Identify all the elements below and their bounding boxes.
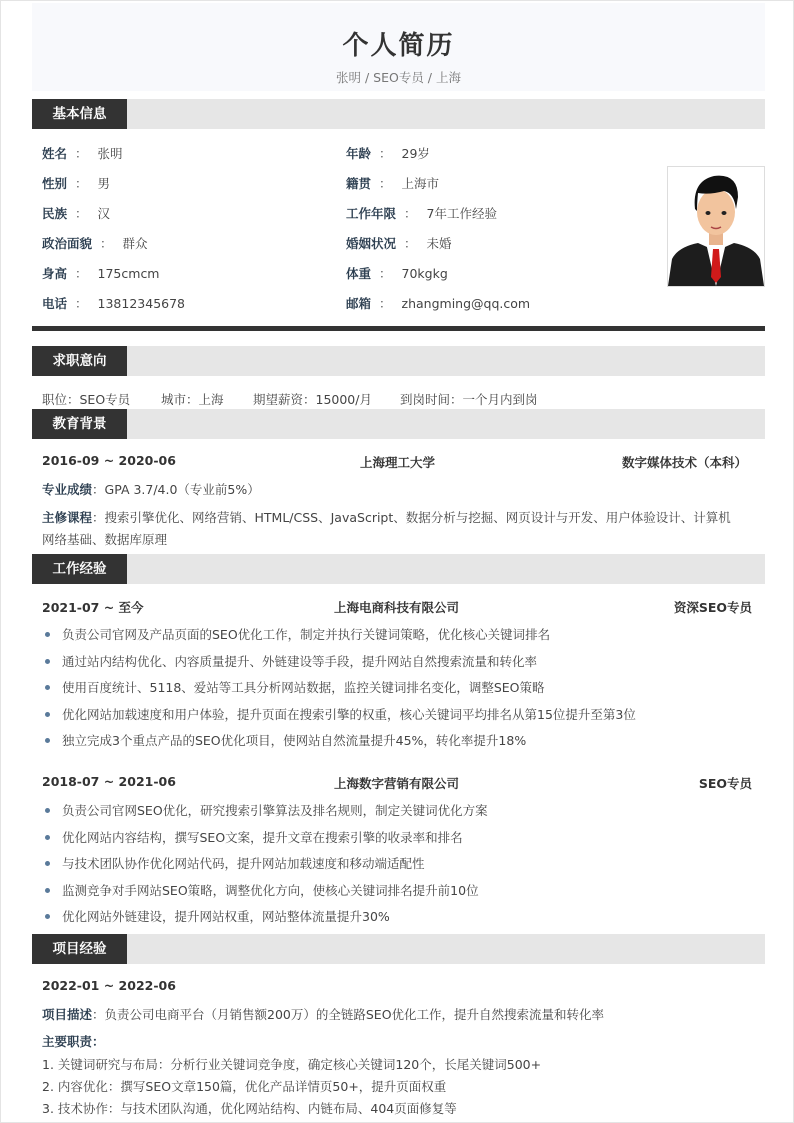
job-bullet: [42, 625, 550, 643]
colon: ：: [75, 146, 88, 161]
duties-label: 主要职责：: [42, 1034, 105, 1049]
info-value: 男: [97, 176, 111, 191]
bullet-icon: [45, 914, 50, 919]
info-label: 性别: [42, 176, 68, 191]
intent-city: 城市：上海: [161, 392, 224, 407]
info-label: 电话: [42, 296, 68, 311]
info-label: 籍贯: [346, 176, 372, 191]
colon: ：: [75, 266, 88, 281]
section-title: 基本信息: [32, 99, 127, 129]
colon: ：: [75, 296, 88, 311]
info-row: [42, 204, 110, 222]
info-label: 民族: [42, 206, 68, 221]
info-label: 婚姻状况: [346, 236, 397, 251]
info-row: [42, 144, 123, 162]
edu-gpa: [42, 480, 260, 498]
bullet-text: 与技术团队协作优化网站代码，提升网站加载速度和移动端适配性: [62, 856, 425, 871]
bullet-icon: [45, 712, 50, 717]
job-company: 上海数字营销有限公司: [334, 776, 460, 791]
resume-header: [32, 3, 765, 91]
job-period: 2021-07 ~ 至今: [42, 600, 144, 615]
colon: ：: [100, 236, 113, 251]
colon: ：: [379, 266, 392, 281]
job-bullet: [42, 801, 488, 819]
info-row: [346, 204, 497, 222]
edu-school: 上海理工大学: [360, 455, 436, 470]
job-bullet: [42, 678, 545, 696]
job-bullet: [42, 652, 537, 670]
desc-value: ：负责公司电商平台（月销售额200万）的全链路SEO优化工作，提升自然搜索流量和转化率: [92, 1007, 605, 1022]
section-education: [32, 409, 765, 439]
courses-label: 主修课程: [42, 510, 93, 525]
info-value: 汉: [97, 206, 111, 221]
info-value: 175cmcm: [97, 266, 160, 281]
courses-value: ：搜索引擎优化、网络营销、HTML/CSS、JavaScript、数据分析与挖掘、网页设计与开发、用户体验设计、计算机: [92, 510, 731, 525]
section-work: [32, 554, 765, 584]
job-title: 资深SEO专员: [673, 600, 752, 615]
colon: ：: [379, 296, 392, 311]
info-label: 年龄: [346, 146, 372, 161]
bullet-text: 独立完成3个重点产品的SEO优化项目，使网站自然流量提升45%，转化率提升18%: [62, 733, 527, 748]
info-value: 7年工作经验: [426, 206, 497, 221]
bullet-icon: [45, 808, 50, 813]
info-value: 13812345678: [97, 296, 186, 311]
bullet-icon: [45, 888, 50, 893]
job-bullet: [42, 828, 463, 846]
divider: [32, 326, 765, 331]
bullet-icon: [45, 632, 50, 637]
job-company: 上海电商科技有限公司: [334, 600, 460, 615]
info-row: [42, 294, 185, 312]
colon: ：: [379, 146, 392, 161]
section-title: 工作经验: [32, 554, 127, 584]
gpa-label: 专业成绩: [42, 482, 93, 497]
info-row: [346, 264, 448, 282]
colon: ：: [75, 176, 88, 191]
bullet-text: 优化网站内容结构，撰写SEO文案，提升文章在搜索引擎的收录率和排名: [62, 829, 463, 845]
edu-major: 数字媒体技术（本科）: [621, 455, 747, 470]
info-value: 群众: [122, 236, 148, 251]
job-bullet: [42, 854, 425, 872]
info-row: [346, 144, 430, 162]
info-value: 70kgkg: [401, 266, 448, 281]
bullet-text: 优化网站加载速度和用户体验，提升页面在搜索引擎的权重，核心关键词平均排名从第15位提升至第3位: [62, 706, 636, 722]
bullet-text: 通过站内结构优化、内容质量提升、外链建设等手段，提升网站自然搜索流量和转化率: [62, 653, 538, 669]
duty-item: 3. 技术协作：与技术团队沟通，优化网站结构、内链布局、404页面修复等: [42, 1101, 457, 1116]
bullet-icon: [45, 861, 50, 866]
colon: ：: [379, 176, 392, 191]
colon: ：: [75, 206, 88, 221]
bullet-text: 优化网站外链建设，提升网站权重，网站整体流量提升30%: [62, 909, 390, 924]
info-value: 29岁: [401, 146, 430, 161]
info-label: 邮箱: [346, 296, 372, 311]
intent-position: 职位：SEO专员: [42, 392, 131, 407]
desc-label: 项目描述: [42, 1007, 93, 1022]
bullet-icon: [45, 738, 50, 743]
section-title: 项目经验: [32, 934, 127, 964]
job-bullet: [42, 731, 526, 749]
info-value: 上海市: [401, 176, 440, 191]
info-label: 工作年限: [346, 206, 397, 221]
section-project: [32, 934, 765, 964]
info-row: [42, 264, 160, 282]
profile-photo: [667, 166, 765, 287]
info-row: [346, 174, 439, 192]
job-title: SEO专员: [698, 776, 752, 791]
bullet-icon: [45, 835, 50, 840]
bullet-text: 使用百度统计、5118、爱站等工具分析网站数据，监控关键词排名变化，调整SEO策略: [62, 680, 545, 695]
info-label: 姓名: [42, 146, 68, 161]
job-bullet: [42, 907, 390, 925]
duty-item: 1. 关键词研究与布局：分析行业关键词竞争度，确定核心关键词120个，长尾关键词500+: [42, 1057, 542, 1072]
duty-item: 2. 内容优化：撰写SEO文章150篇，优化产品详情页50+，提升页面权重: [42, 1079, 447, 1094]
info-value: 张明: [97, 146, 123, 161]
info-label: 体重: [346, 266, 372, 281]
job-period: 2018-07 ~ 2021-06: [42, 774, 176, 789]
info-row: [42, 174, 110, 192]
info-row: [346, 234, 452, 252]
subtitle: 张明 / SEO专员 / 上海: [336, 70, 461, 85]
edu-courses: [42, 508, 731, 526]
bullet-icon: [45, 685, 50, 690]
edu-period: 2016-09 ~ 2020-06: [42, 453, 176, 468]
bullet-text: 负责公司官网SEO优化，研究搜索引擎算法及排名规则，制定关键词优化方案: [62, 803, 488, 818]
colon: ：: [404, 236, 417, 251]
gpa-value: ：GPA 3.7/4.0（专业前5%）: [92, 482, 260, 497]
info-value: 未婚: [426, 236, 452, 251]
job-bullet: [42, 881, 479, 899]
job-bullet: [42, 705, 636, 723]
bullet-icon: [45, 659, 50, 664]
section-basic-info: [32, 99, 765, 129]
section-title: 求职意向: [32, 346, 127, 376]
page-title: 个人简历: [342, 31, 455, 61]
intent-arrival: 到岗时间：一个月内到岗: [400, 392, 538, 407]
bullet-text: 负责公司官网及产品页面的SEO优化工作，制定并执行关键词策略，优化核心关键词排名: [62, 627, 551, 642]
info-row: [346, 294, 530, 312]
intent-salary: 期望薪资：15000/月: [253, 392, 372, 407]
info-value: zhangming@qq.com: [401, 296, 531, 311]
section-job-intent: [32, 346, 765, 376]
info-label: 身高: [42, 266, 68, 281]
info-row: [42, 234, 148, 252]
bullet-text: 监测竞争对手网站SEO策略，调整优化方向，使核心关键词排名提升前10位: [62, 882, 479, 898]
edu-courses-cont: 网络基础、数据库原理: [42, 532, 168, 547]
info-label: 政治面貌: [42, 236, 93, 251]
project-desc: [42, 1005, 604, 1023]
section-title: 教育背景: [32, 409, 127, 439]
colon: ：: [404, 206, 417, 221]
project-period: 2022-01 ~ 2022-06: [42, 978, 176, 993]
